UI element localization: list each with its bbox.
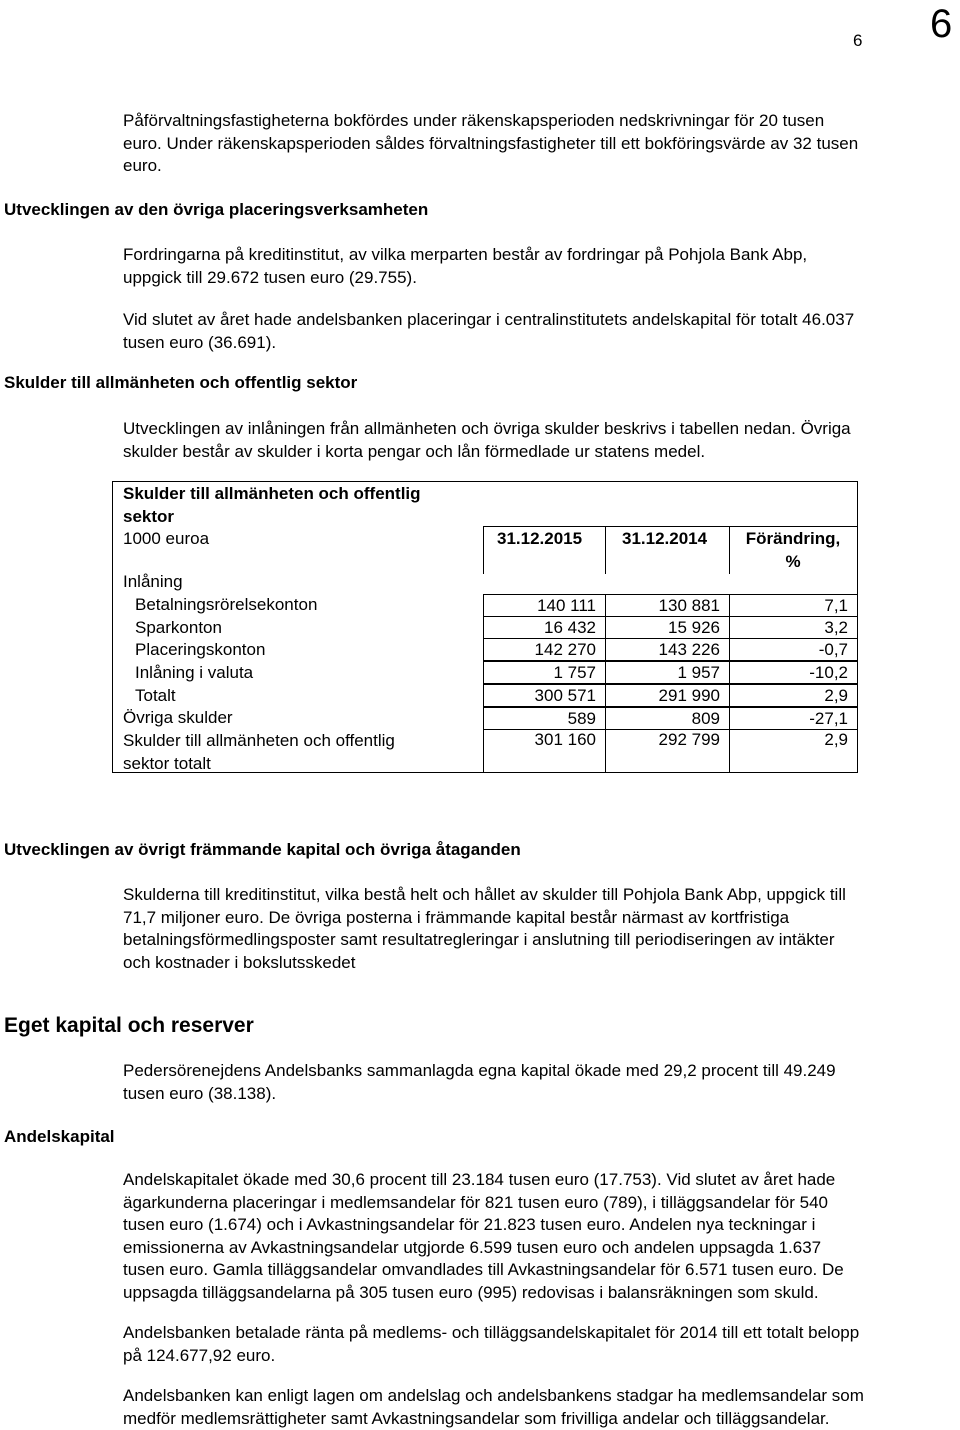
col-header-2015: 31.12.2015 (497, 529, 583, 548)
row-label: Övriga skulder (123, 708, 233, 727)
cell-change: -10,2 (729, 661, 858, 684)
row-label: Skulder till allmänheten och offentlig sektor totalt (123, 731, 395, 773)
statutes-paragraph: Andelsbanken kan enligt lagen om andelslag och andelsbankens stadgar ha medlemsandelar som medför medlemsrättigheter samt Avkastningsandelar som frivilliga andelar och tilläggsandelar. (123, 1386, 864, 1428)
cell-change: 7,1 (729, 594, 858, 617)
cell-2015: 140 111 (483, 594, 606, 617)
col-header-2014: 31.12.2014 (622, 529, 708, 548)
cell-change: -0,7 (729, 638, 858, 661)
receivables-paragraph: Fordringarna på kreditinstitut, av vilka merparten består av fordringar på Pohjola Bank Abp, uppgick till 29.672 tusen euro (29.755). (123, 245, 808, 287)
cell-change: 2,9 (729, 684, 858, 707)
subheading-share-capital: Andelskapital (4, 1127, 115, 1146)
cell-2015: 1 757 (483, 661, 606, 684)
cell-2014: 809 (605, 707, 730, 730)
cell-change: 2,9 (729, 729, 858, 773)
row-label: Betalningsrörelsekonton (135, 595, 318, 614)
central-institute-paragraph: Vid slutet av året hade andelsbanken placeringar i centralinstitutets andelskapital för totalt 46.037 tusen euro (36.691). (123, 310, 855, 352)
heading-placement-activity: Utvecklingen av den övriga placeringsverksamheten (4, 200, 429, 219)
heading-other-liabilities: Utvecklingen av övrigt främmande kapital och övriga åtaganden (4, 840, 521, 859)
cell-2015: 301 160 (483, 729, 606, 773)
heading-equity: Eget kapital och reserver (4, 1014, 254, 1037)
row-label: Sparkonton (135, 618, 222, 637)
cell-2014: 130 881 (605, 594, 730, 617)
cell-2014: 291 990 (605, 684, 730, 707)
intro-paragraph: Påförvaltningsfastigheterna bokfördes under räkenskapsperioden nedskrivningar för 20 tusen euro. Under räkenskapsperioden såldes förvaltningsfastigheter till ett bokföringsvärde av 32 tusen euro. (123, 111, 859, 175)
liabilities-table (112, 481, 858, 773)
cell-2015: 589 (483, 707, 606, 730)
liabilities-paragraph: Utvecklingen av inlåningen från allmänheten och övriga skulder beskrivs i tabellen nedan. Övriga skulder består av skulder i korta pengar och lån förmedlade ur statens medel. (123, 419, 851, 461)
group-label-deposits: Inlåning (123, 572, 183, 591)
cell-2014: 15 926 (605, 616, 730, 639)
row-label: Totalt (135, 686, 176, 705)
equity-paragraph: Pedersörenejdens Andelsbanks sammanlagda egna kapital ökade med 29,2 procent till 49.249 tusen euro (38.138). (123, 1061, 836, 1103)
cell-2014: 292 799 (605, 729, 730, 773)
heading-public-liabilities: Skulder till allmänheten och offentlig sektor (4, 373, 358, 392)
cell-2015: 16 432 (483, 616, 606, 639)
row-label: Inlåning i valuta (135, 663, 254, 682)
page-number: 6 (853, 31, 863, 50)
page-number-large: 6 (930, 2, 953, 46)
row-label: Placeringskonton (135, 640, 266, 659)
other-liabilities-paragraph: Skulderna till kreditinstitut, vilka bestå helt och hållet av skulder till Pohjola Bank Abp, uppgick till 71,7 miljoner euro. De övriga posterna i främmande kapital består närmast av kortfristiga betalningsförmedlingsposter samt resultatregleringar i anslutning till periodiseringen av intäkter och kostnader i bokslutsskedet (123, 885, 846, 972)
header-divider (729, 526, 730, 574)
cell-change: 3,2 (729, 616, 858, 639)
cell-2015: 300 571 (483, 684, 606, 707)
table-unit-label: 1000 euroa (123, 529, 210, 548)
table-title: Skulder till allmänheten och offentlig sektor (123, 484, 421, 526)
interest-paragraph: Andelsbanken betalade ränta på medlems- och tilläggsandelskapitalet för 2014 till ett totalt belopp på 124.677,92 euro. (123, 1323, 860, 1365)
cell-2014: 143 226 (605, 638, 730, 661)
share-capital-paragraph: Andelskapitalet ökade med 30,6 procent till 23.184 tusen euro (17.753). Vid slutet av året hade ägarkunderna placeringar i medlemsandelar för 821 tusen euro (789), i tilläggsandelar för 540 tusen euro (1.674) och i Avkastningsandelar för 21.823 tusen euro. Andelen nya teckningar i emissionerna av Avkastningsandelar utgjorde 6.599 tusen euro och andelen uppsagda 1.637 tusen euro. Gamla tilläggsandelar omvandlades till Avkastningsandelar för 6.571 tusen euro. De uppsagda tilläggsandelarna på 305 tusen euro (995) redovisas i balansräkningen som skuld. (123, 1170, 844, 1302)
cell-2014: 1 957 (605, 661, 730, 684)
col-header-change: Förändring, % (745, 529, 841, 571)
header-box (483, 526, 858, 574)
cell-change: -27,1 (729, 707, 858, 730)
cell-2015: 142 270 (483, 638, 606, 661)
header-divider (605, 526, 606, 574)
